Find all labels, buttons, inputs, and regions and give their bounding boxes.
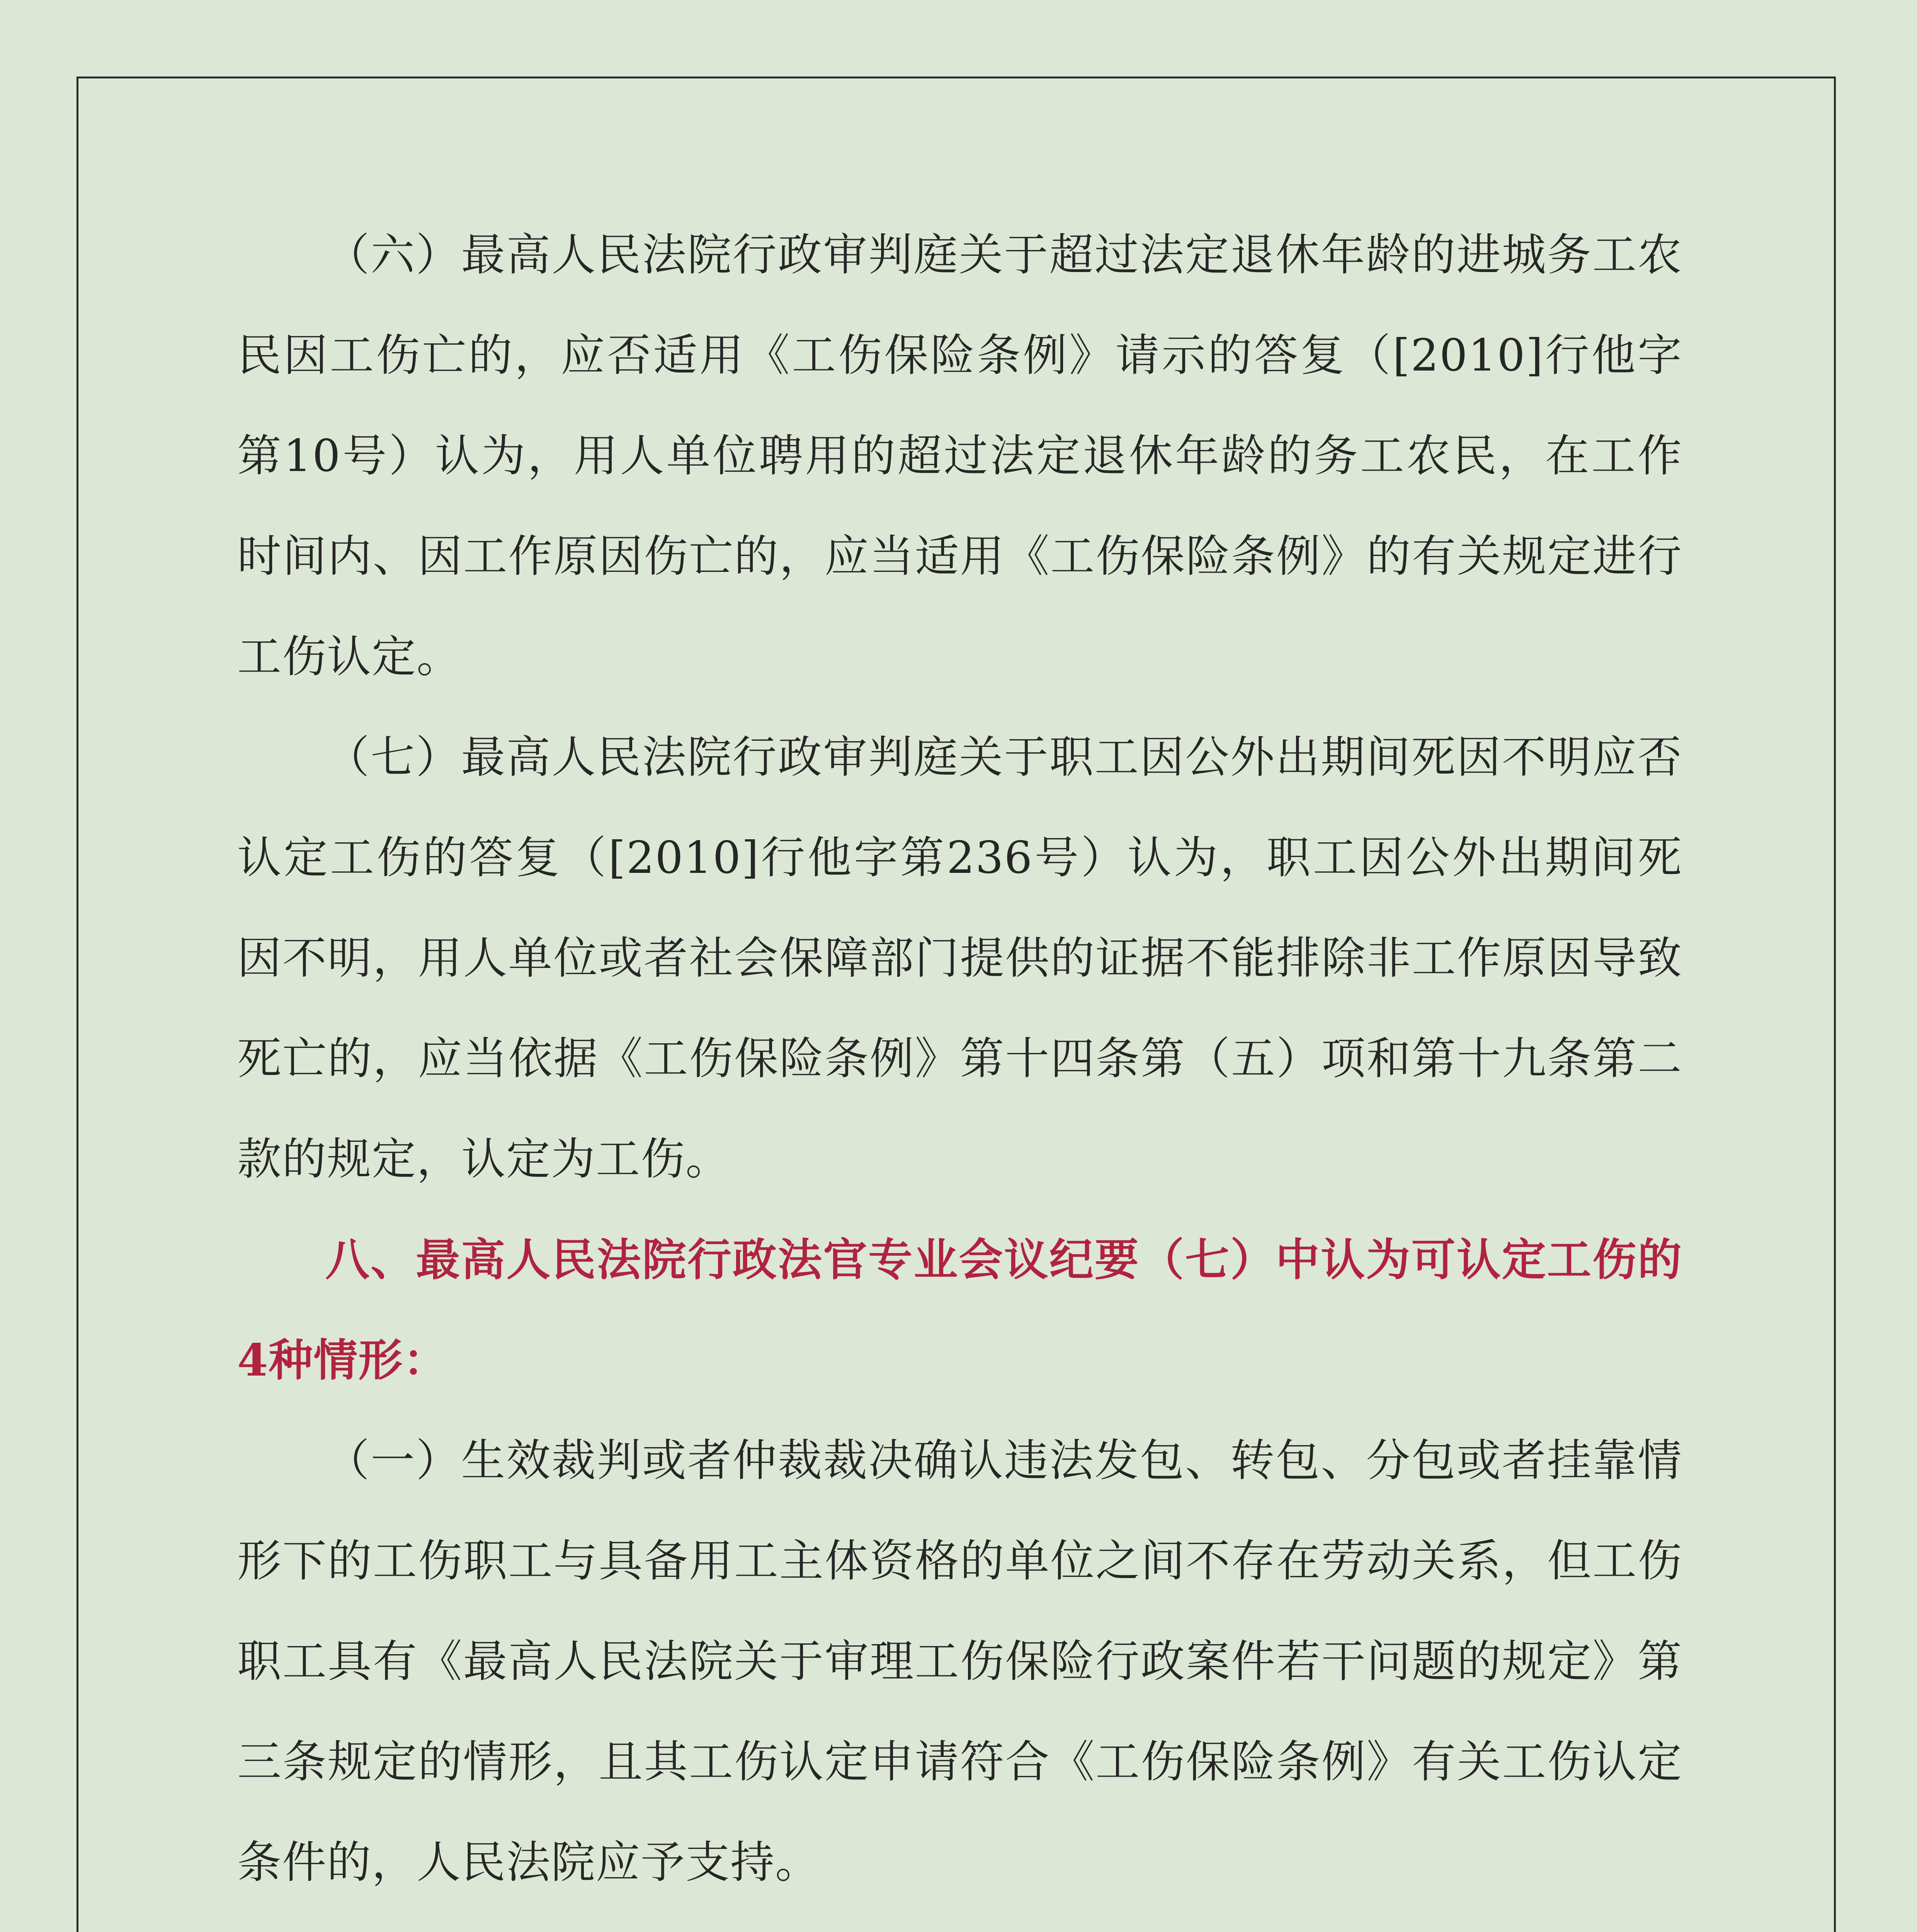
paragraph-8-1: （一）生效裁判或者仲裁裁决确认违法发包、转包、分包或者挂靠情形下的工伤职工与具备用工主体资格的单位之间不存在劳动关系，但工伤职工具有《最高人民法院关于审理工伤保险行政案件若干问题的规定》第三条规定的情形，且其工伤认定申请符合《工伤保险条例》有关工伤认定条件的，人民法院应予支持。 xyxy=(237,1435,1682,1888)
paragraph-8-2 xyxy=(237,1913,1682,1932)
paragraph-6: （六）最高人民法院行政审判庭关于超过法定退休年龄的进城务工农民因工伤亡的，应否适用《工伤保险条例》请示的答复（[2010]行他字第10号）认为，用人单位聘用的超过法定退休年龄的务工农民，在工作时间内、因工作原因伤亡的，应当适用《工伤保险条例》的有关规定进行工伤认定。 xyxy=(237,229,1682,682)
document-body xyxy=(237,205,1682,1932)
paragraph-7: （七）最高人民法院行政审判庭关于职工因公外出期间死因不明应否认定工伤的答复（[2010]行他字第236号）认为，职工因公外出期间死因不明，用人单位或者社会保障部门提供的证据不能排除非工作原因导致死亡的，应当依据《工伤保险条例》第十四条第（五）项和第十九条第二款的规定，认定为工伤。 xyxy=(237,731,1682,1185)
section-heading-8: 八、最高人民法院行政法官专业会议纪要（七）中认为可认定工伤的4种情形： xyxy=(237,1234,1682,1386)
